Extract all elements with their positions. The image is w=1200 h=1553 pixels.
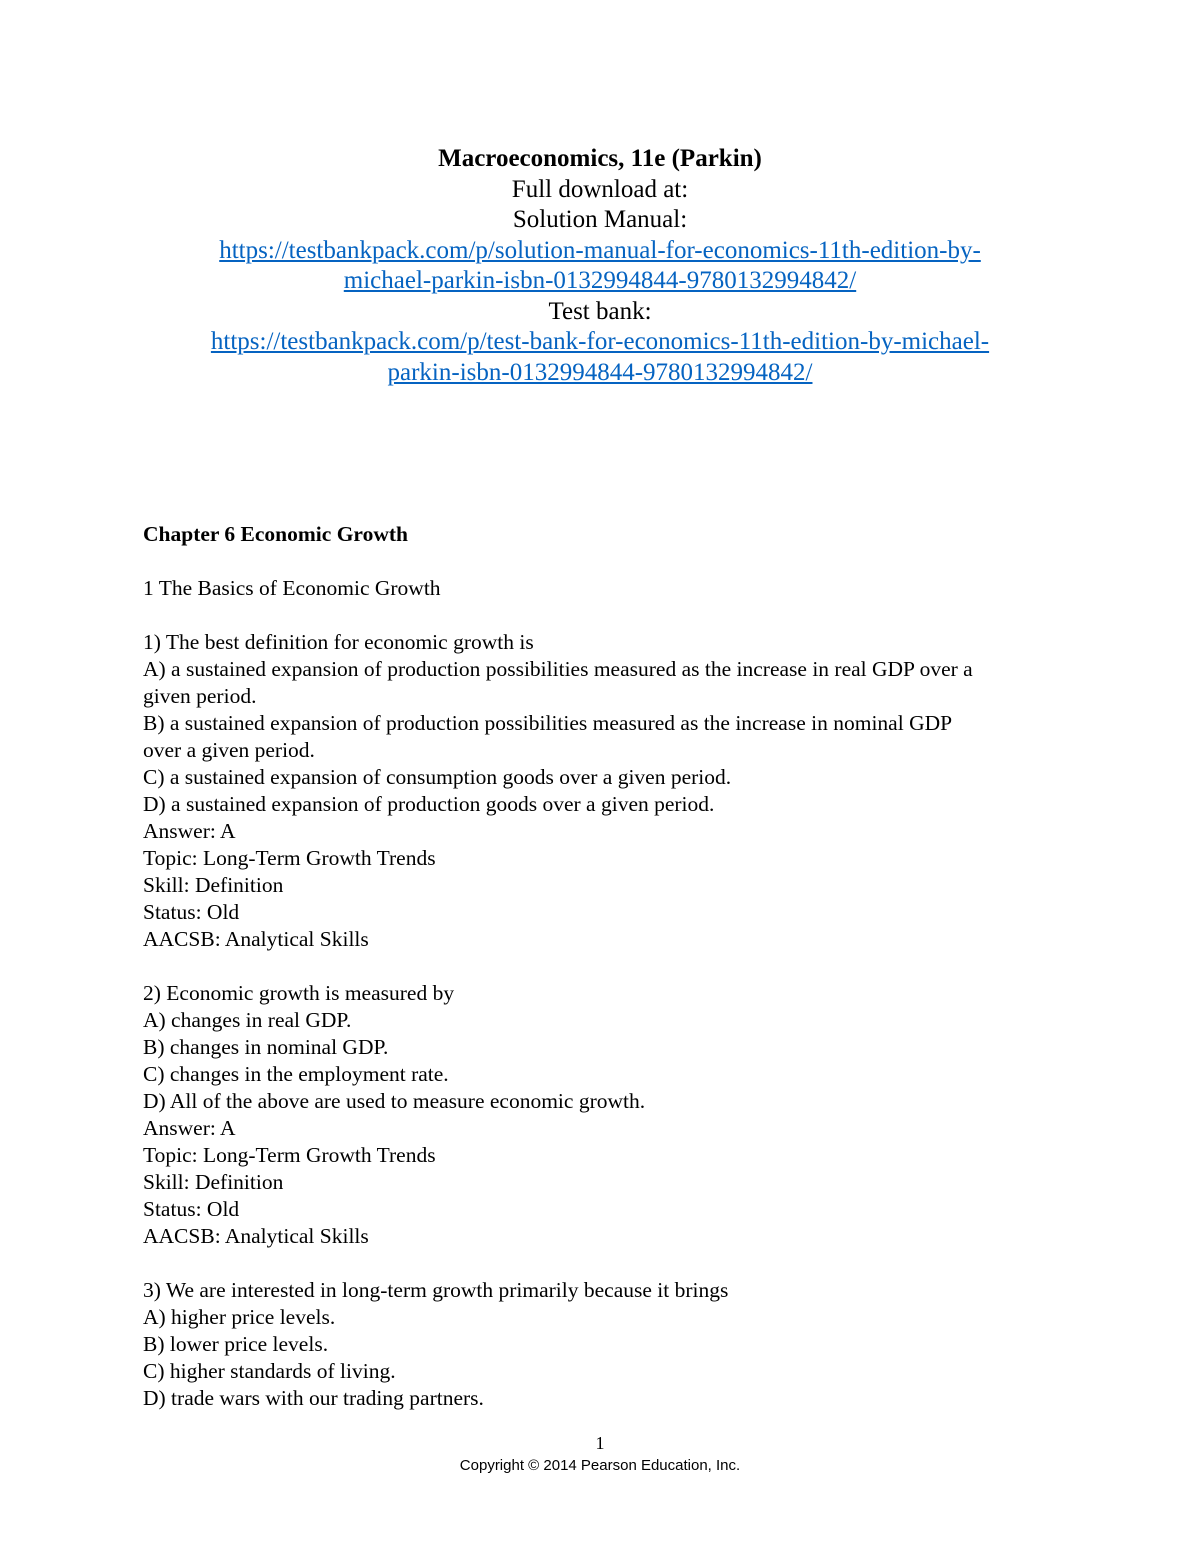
question-item: [143, 980, 1073, 1250]
question-line: B) a sustained expansion of production possibilities measured as the increase in nominal GDP: [143, 711, 953, 735]
test-bank-link-line1[interactable]: https://testbankpack.com/p/test-bank-for-economics-11th-edition-by-michael-: [210, 328, 990, 355]
question-line: Skill: Definition: [143, 873, 284, 897]
chapter-title: Chapter 6 Economic Growth: [143, 522, 408, 546]
section-title: 1 The Basics of Economic Growth: [143, 576, 441, 600]
question-line: A) changes in real GDP.: [143, 1008, 352, 1032]
full-download-label: Full download at:: [511, 175, 689, 203]
question-item: [143, 1277, 1073, 1412]
question-line: A) higher price levels.: [143, 1305, 336, 1329]
question-line: B) lower price levels.: [143, 1332, 329, 1356]
document-body: [143, 521, 1073, 1439]
question-line: D) a sustained expansion of production goods over a given period.: [143, 792, 715, 816]
book-title: Macroeconomics, 11e (Parkin): [438, 145, 762, 172]
question-line: D) All of the above are used to measure economic growth.: [143, 1089, 646, 1113]
question-line: Status: Old: [143, 900, 240, 924]
question-line: B) changes in nominal GDP.: [143, 1035, 389, 1059]
solution-manual-link-line1[interactable]: https://testbankpack.com/p/solution-manual-for-economics-11th-edition-by-: [219, 236, 981, 264]
solution-manual-link[interactable]: [0, 236, 1200, 297]
question-line: A) a sustained expansion of production possibilities measured as the increase in real GDP over a: [143, 657, 973, 681]
question-line: C) higher standards of living.: [143, 1359, 396, 1383]
question-line: D) trade wars with our trading partners.: [143, 1386, 484, 1410]
solution-manual-link-line2[interactable]: michael-parkin-isbn-0132994844-9780132994842/: [343, 267, 857, 294]
question-line: C) a sustained expansion of consumption goods over a given period.: [143, 765, 732, 789]
question-line: given period.: [143, 684, 257, 708]
page-number: 1: [595, 1433, 605, 1453]
question-line: Answer: A: [143, 819, 236, 843]
question-line: Topic: Long-Term Growth Trends: [143, 846, 436, 870]
question-line: Skill: Definition: [143, 1170, 284, 1194]
solution-manual-label: Solution Manual:: [512, 206, 688, 233]
test-bank-label: Test bank:: [548, 297, 652, 325]
page-footer: [0, 1431, 1200, 1477]
question-list: [143, 629, 1073, 1412]
question-line: 3) We are interested in long-term growth primarily because it brings: [143, 1278, 729, 1302]
question-line: 1) The best definition for economic growth is: [143, 630, 534, 654]
question-line: AACSB: Analytical Skills: [143, 1224, 369, 1248]
question-line: C) changes in the employment rate.: [143, 1062, 449, 1086]
test-bank-link[interactable]: [0, 327, 1200, 388]
question-item: [143, 629, 1073, 953]
document-header: [0, 144, 1200, 388]
question-line: over a given period.: [143, 738, 315, 762]
question-line: Status: Old: [143, 1197, 240, 1221]
copyright-notice: Copyright © 2014 Pearson Education, Inc.: [459, 1457, 741, 1474]
test-bank-link-line2[interactable]: parkin-isbn-0132994844-9780132994842/: [387, 358, 813, 386]
question-line: AACSB: Analytical Skills: [143, 927, 369, 951]
question-line: Topic: Long-Term Growth Trends: [143, 1143, 436, 1167]
question-line: Answer: A: [143, 1116, 236, 1140]
question-line: 2) Economic growth is measured by: [143, 981, 455, 1005]
